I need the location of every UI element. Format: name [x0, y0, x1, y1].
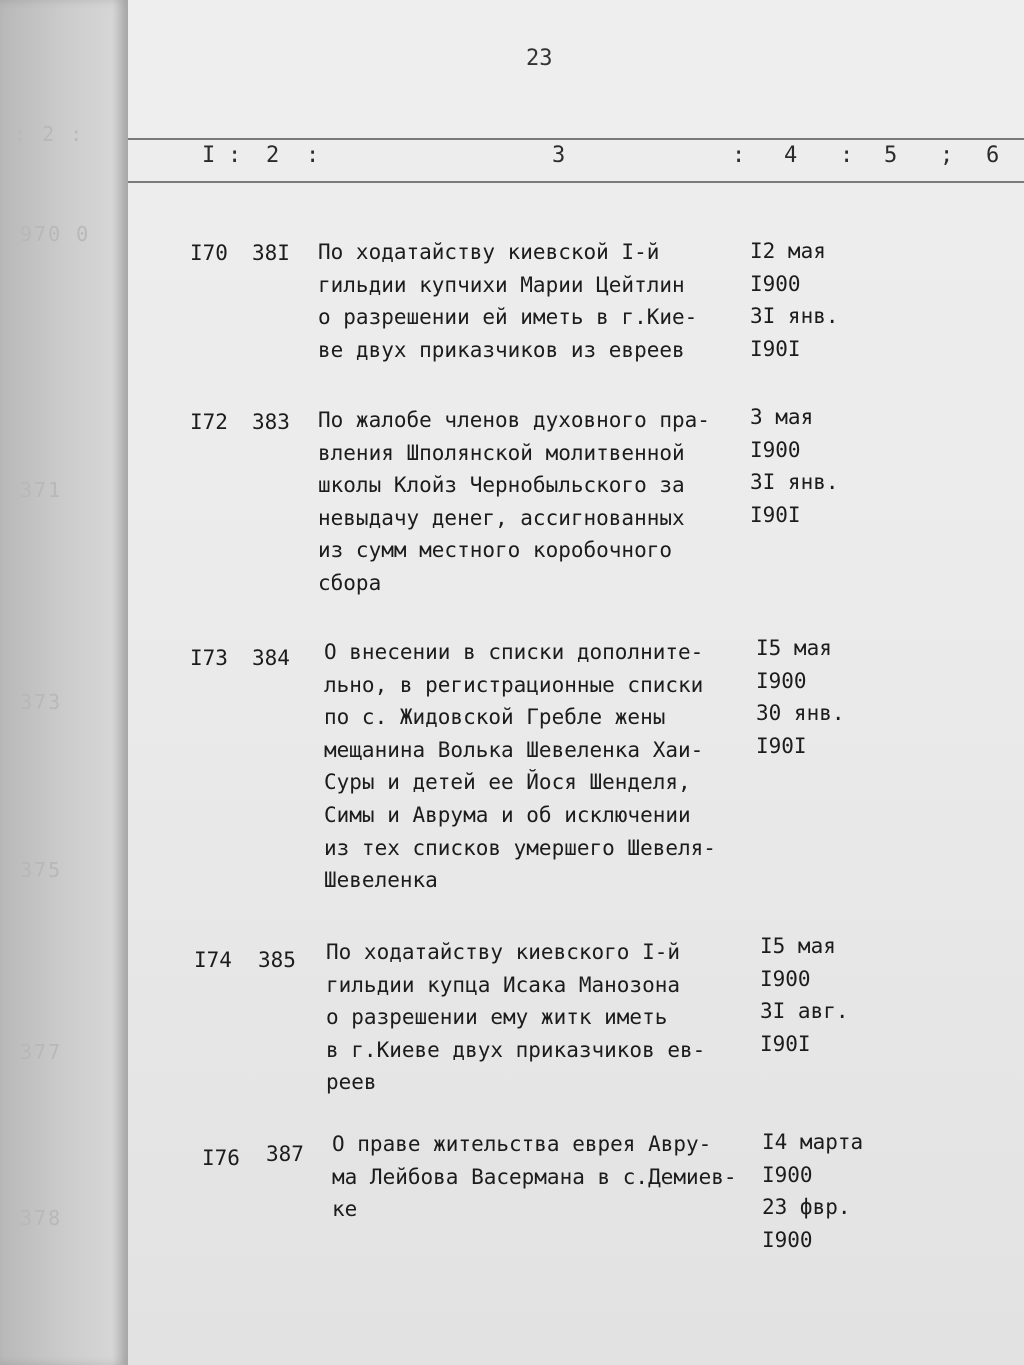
header-bottom-rule [128, 181, 1024, 183]
description-line: из тех списков умершего Шевеля- [324, 835, 716, 860]
date-line: I900 [750, 271, 801, 296]
date-line: 3 мая [750, 405, 814, 429]
description-line: По ходатайству киевской I-й [318, 240, 660, 264]
description-line: гильдии купца Исака Манозона [326, 972, 681, 997]
date-line: I90I [750, 502, 801, 527]
entry-description [326, 936, 705, 1099]
date-line: I90I [750, 336, 801, 361]
column-header-3: 3 [552, 143, 566, 168]
page-number: 23 [526, 46, 553, 71]
description-line: По жалобе членов духовного пра- [318, 408, 710, 432]
entry-col1: I74 [194, 948, 232, 972]
column-separator: : [306, 143, 320, 168]
date-line: I5 мая [760, 934, 836, 958]
entry-col1: I70 [190, 241, 228, 265]
entry-dates [756, 632, 845, 762]
description-line: вления Шполянской молитвенной [318, 440, 685, 465]
entry-dates [762, 1126, 863, 1256]
entry-col2: 38I [252, 241, 290, 265]
entry-col1: I72 [190, 410, 228, 434]
entry-dates [760, 930, 849, 1060]
description-line: реев [326, 1070, 377, 1095]
column-separator: : [840, 143, 854, 168]
description-line: ве двух приказчиков из евреев [318, 337, 685, 362]
column-header-2: 2 [266, 143, 280, 168]
entry-description [318, 236, 697, 366]
description-line: О внесении в списки дополните- [324, 640, 704, 664]
column-header-6: 6 [986, 143, 1000, 168]
entry-col1: I73 [190, 646, 228, 670]
description-line: ке [332, 1197, 358, 1222]
underlying-page-edge [0, 0, 128, 1365]
date-line: I900 [756, 668, 807, 693]
date-line: I5 мая [756, 636, 832, 660]
description-line: ма Лейбова Васермана в с.Демиев- [332, 1164, 737, 1189]
document-page [128, 0, 1024, 1365]
date-line: I4 марта [762, 1130, 864, 1154]
entry-dates [750, 401, 839, 531]
date-line: I90I [760, 1031, 811, 1056]
column-header-5: 5 [884, 143, 898, 168]
entry-description [324, 636, 716, 897]
description-line: невыдачу денег, ассигнованных [318, 505, 685, 530]
bleed-number: 371 [20, 478, 63, 502]
entry-col2: 385 [258, 948, 296, 972]
date-line: 3I авг. [760, 999, 849, 1024]
description-line: Суры и детей ее Йося Шенделя, [324, 770, 691, 795]
description-line: гильдии купчихи Марии Цейтлин [318, 272, 685, 297]
bleed-number: 378 [20, 1206, 63, 1230]
description-line: по с. Жидовской Гребле жены [324, 705, 666, 730]
date-line: 23 фвр. [762, 1195, 851, 1220]
date-line: I90I [756, 733, 807, 758]
header-top-rule [128, 138, 1024, 140]
description-line: школы Клойз Чернобыльского за [318, 473, 685, 498]
column-separator: ; [940, 143, 954, 168]
date-line: I900 [762, 1227, 813, 1252]
date-line: 30 янв. [756, 701, 845, 726]
description-line: О праве жительства еврея Авру- [332, 1132, 712, 1156]
column-separator: : [732, 143, 746, 168]
column-separator: : [228, 143, 242, 168]
bleed-number: 375 [20, 858, 63, 882]
description-line: Симы и Аврума и об исключении [324, 802, 691, 827]
description-line: мещанина Волька Шевеленка Хаи- [324, 737, 704, 762]
date-line: I900 [750, 437, 801, 462]
date-line: 3I янв. [750, 470, 839, 495]
entry-col2: 384 [252, 646, 290, 670]
description-line: из сумм местного коробочного [318, 538, 673, 563]
entry-col2: 387 [266, 1142, 304, 1166]
description-line: о разрешении ей иметь в г.Кие- [318, 305, 698, 330]
bleed-number: 970 0 [20, 222, 91, 246]
description-line: льно, в регистрационные списки [324, 672, 704, 697]
entry-description [332, 1128, 737, 1226]
entry-dates [750, 235, 839, 365]
bleed-header-marks: : 2 : [14, 122, 85, 146]
date-line: I900 [762, 1162, 813, 1187]
date-line: 3I янв. [750, 304, 839, 329]
description-line: в г.Киеве двух приказчиков ев- [326, 1037, 706, 1062]
entry-col2: 383 [252, 410, 290, 434]
column-header-1: I [202, 143, 216, 168]
entry-col1: I76 [202, 1146, 240, 1170]
description-line: Шевеленка [324, 868, 438, 893]
description-line: По ходатайству киевского I-й [326, 940, 681, 964]
date-line: I2 мая [750, 239, 826, 263]
description-line: о разрешении ему житк иметь [326, 1005, 668, 1030]
column-header-4: 4 [784, 143, 798, 168]
date-line: I900 [760, 966, 811, 991]
entry-description [318, 404, 710, 600]
show-through-text [734, 612, 746, 636]
description-line: сбора [318, 570, 382, 595]
bleed-number: 377 [20, 1040, 63, 1064]
bleed-number: 373 [20, 690, 63, 714]
